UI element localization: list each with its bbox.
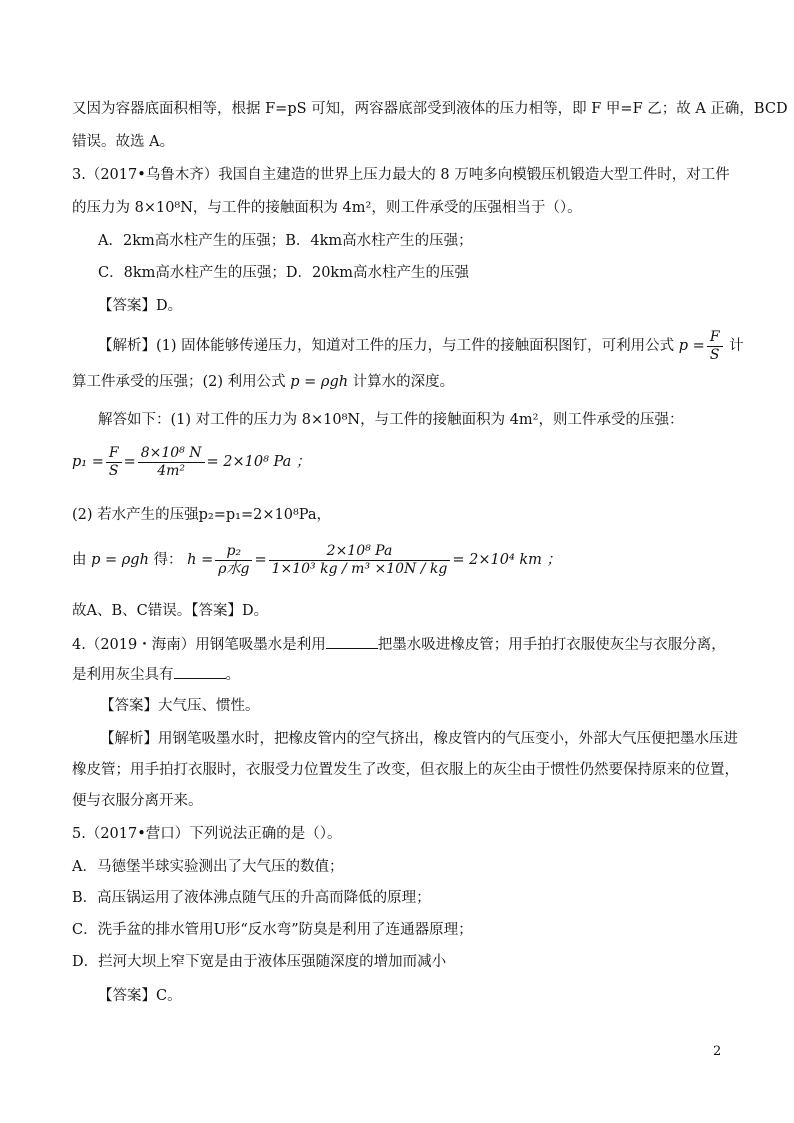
formula-liquid-pressure: p = ρgh: [290, 374, 349, 390]
answer-label: 【答案】C。: [98, 988, 182, 1004]
text-line: 错误。故选 A。: [72, 134, 175, 150]
analysis-line: 算工件承受的压强；(2) 利用公式 p = ρgh 计算水的深度。: [72, 374, 455, 390]
option-line: C．8km高水柱产生的压强；D．20km高水柱产生的压强: [98, 265, 469, 281]
option-line: B．高压锅运用了液体沸点随气压的升高而降低的原理；: [72, 890, 431, 906]
analysis-line: 橡皮管；用手拍打衣服时，衣服受力位置发生了改变，但衣服上的灰尘由于惯性仍然要保持原来的位置，: [72, 762, 739, 778]
page-number: 2: [713, 1044, 722, 1059]
question-4: 4.（2019・海南）用钢笔吸墨水是利用 把墨水吸进橡皮管；用手拍打衣服使灰尘与衣服分离，: [72, 634, 726, 655]
analysis-line: 【解析】用钢笔吸墨水时，把橡皮管内的空气挤出，橡皮管内的气压变小，外部大气压便把墨水压进: [100, 731, 738, 747]
solution-line: (2) 若水产生的压强p₂=p₁=2×10⁸Pa，: [72, 507, 332, 523]
answer-label: 【答案】D。: [98, 298, 183, 314]
formula-pressure: p = $\frac{F}{S}$: [679, 338, 729, 354]
fill-blank: [326, 634, 378, 649]
option-line: D．拦河大坝上窄下宽是由于液体压强随深度的增加而减小: [72, 954, 447, 970]
option-line: A．马德堡半球实验测出了大气压的数值；: [72, 859, 344, 875]
text-line: 又因为容器底面积相等，根据 F=pS 可知，两容器底部受到液体的压力相等，即 F 甲=F 乙；故 A 正确，BCD: [72, 101, 788, 117]
fill-blank: [174, 664, 226, 679]
question-3: 3.（2017•乌鲁木齐）我国自主建造的世界上压力最大的 8 万吨多向模锻压机锻造大型工件时，对工件: [72, 167, 730, 183]
text-line: 是利用灰尘具有 。: [72, 664, 240, 685]
formula-line-1: p₁ = $\frac{F}{S}$ = $\frac{\text{8×10⁸ N}}{\text{4m²}}$ = 2×10⁸ Pa ；: [72, 444, 311, 479]
solution-line: 解答如下：(1) 对工件的压力为 8×10⁸N，与工件的接触面积为 4m²，则工件承受的压强：: [98, 412, 684, 428]
formula-line-2: 由 p = ρgh 得： h = $\frac{\text{p₂}}{\text{ρ水g}}$ = $\frac{\text{2×10⁸ Pa}}{\text{1×10³ kg / m³ ×10N / kg}}$ = 2×10⁴ km ；: [72, 542, 562, 577]
answer-label: 【答案】大气压、惯性。: [100, 698, 260, 714]
analysis-line: 便与衣服分离开来。: [72, 793, 203, 809]
option-line: A．2km高水柱产生的压强；B．4km高水柱产生的压强；: [98, 233, 473, 249]
analysis-line: [98, 328, 744, 364]
option-line: C．洗手盆的排水管用U形“反水弯”防臭是利用了连通器原理；: [72, 922, 473, 938]
analysis-text: 【解析】(1) 固体能够传递压力，知道对工件的压力，与工件的接触面积图钉，可利用公式: [98, 338, 675, 354]
text-line: 的压力为 8×10⁸N，与工件的接触面积为 4m²，则工件承受的压强相当于（）。: [72, 200, 582, 216]
text-line: 故A、B、C错误。【答案】D。: [72, 603, 269, 619]
analysis-text: 计: [729, 338, 744, 354]
question-5: 5.（2017•营口）下列说法正确的是（）。: [72, 826, 342, 842]
